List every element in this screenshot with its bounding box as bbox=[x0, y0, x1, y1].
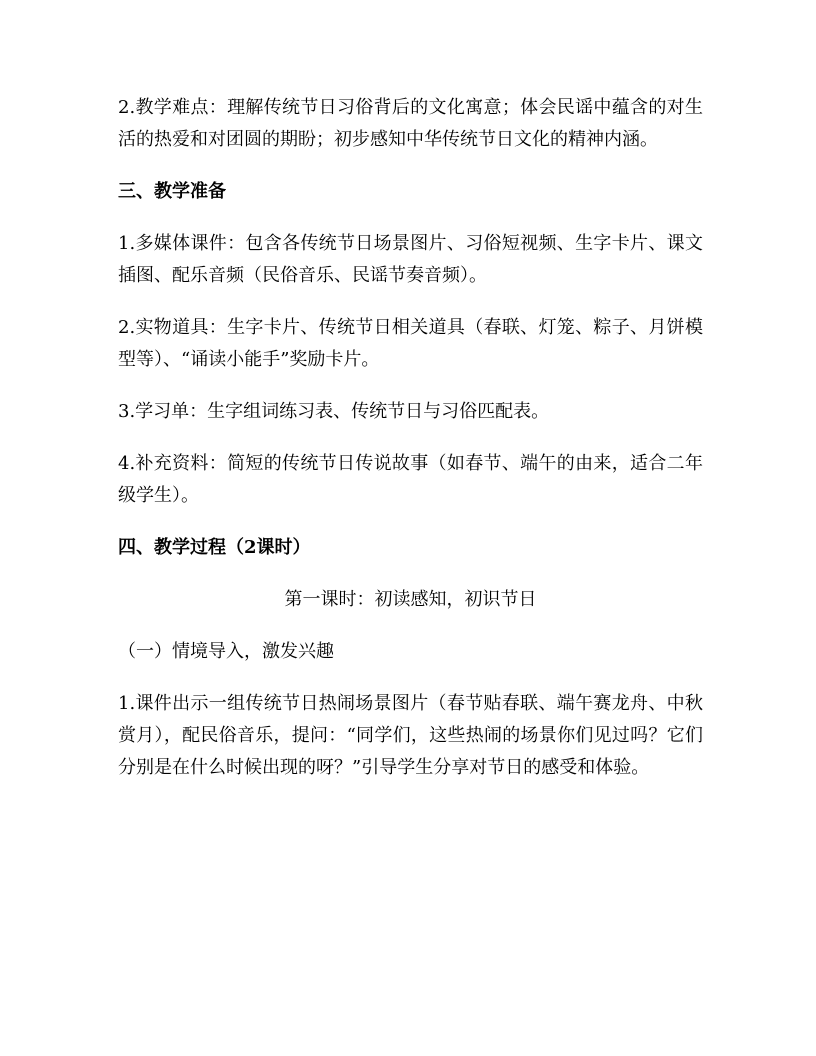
step-1-heading: （一）情境导入，激发兴趣 bbox=[118, 641, 334, 662]
step-1-item-1: 1.课件出示一组传统节日热闹场景图片（春节贴春联、端午赛龙舟、中秋赏月），配民俗音乐，提问：“同学们，这些热闹的场景你们见过吗？它们分别是在什么时候出现的呀？”引导学生分享对节日的感受和体验。 bbox=[118, 693, 703, 778]
prep-item-1: 1.多媒体课件：包含各传统节日场景图片、习俗短视频、生字卡片、课文插图、配乐音频（民俗音乐、民谣节奏音频）。 bbox=[118, 233, 703, 286]
teaching-difficulty-paragraph: 2.教学难点：理解传统节日习俗背后的文化寓意；体会民谣中蕴含的对生活的热爱和对团圆的期盼；初步感知中华传统节日文化的精神内涵。 bbox=[118, 97, 703, 150]
prep-item-4: 4.补充资料：简短的传统节日传说故事（如春节、端午的由来，适合二年级学生）。 bbox=[118, 453, 703, 506]
section-4-heading: 四、教学过程（2课时） bbox=[118, 537, 311, 558]
section-3-heading: 三、教学准备 bbox=[118, 181, 226, 202]
prep-item-2: 2.实物道具：生字卡片、传统节日相关道具（春联、灯笼、粽子、月饼模型等）、“诵读小能手”奖励卡片。 bbox=[118, 317, 703, 370]
prep-item-3: 3.学习单：生字组词练习表、传统节日与习俗匹配表。 bbox=[118, 401, 550, 422]
lesson-1-title: 第一课时：初读感知，初识节日 bbox=[284, 589, 537, 610]
document-page bbox=[118, 92, 703, 784]
